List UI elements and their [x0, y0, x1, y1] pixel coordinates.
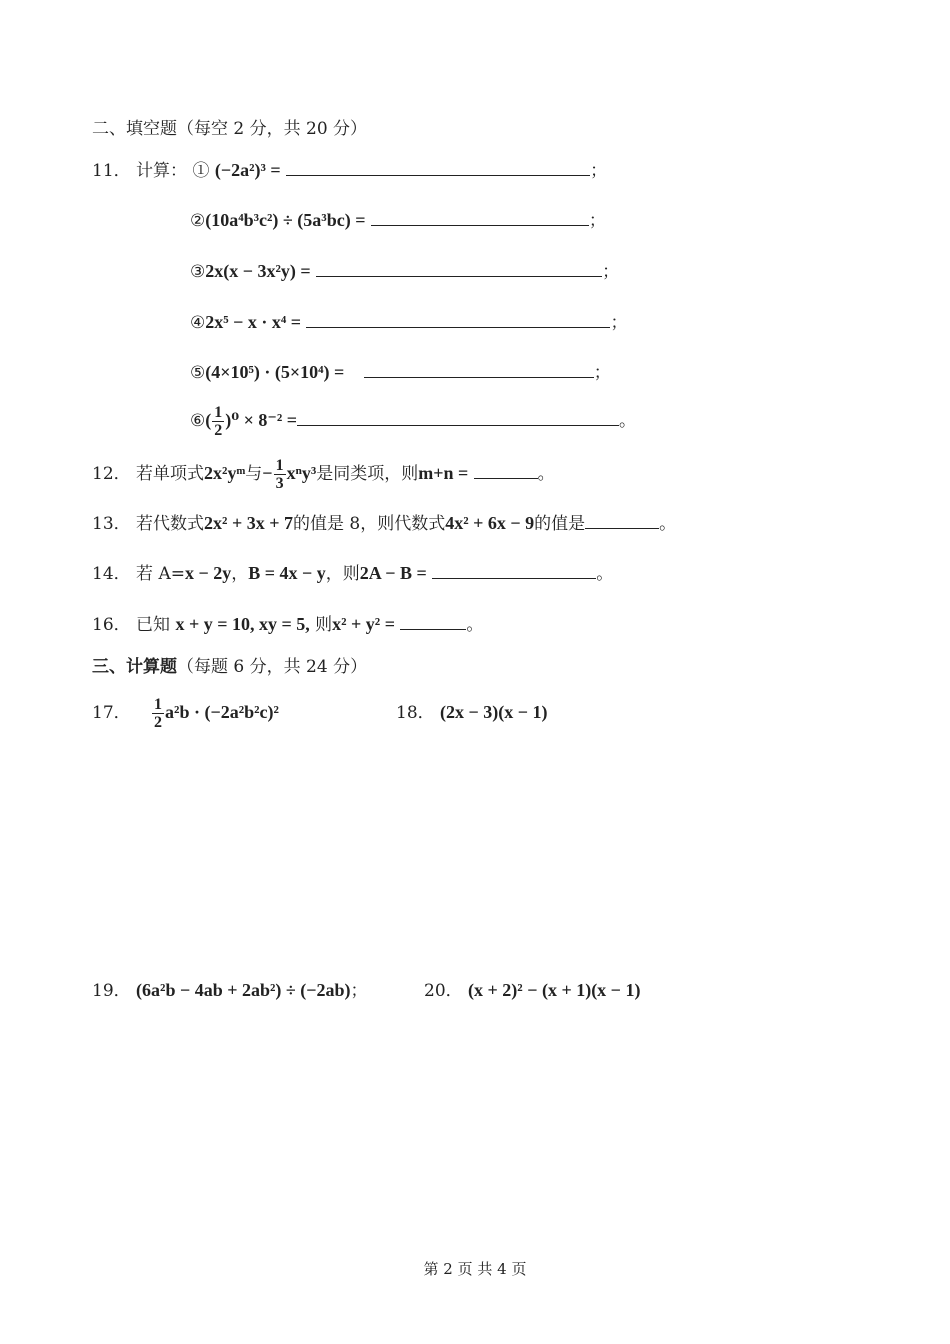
question-text: 是同类项，则: [316, 464, 419, 484]
question-16: [92, 611, 483, 637]
answer-blank[interactable]: [297, 407, 619, 426]
expression: 2x² + 3x + 7: [204, 513, 293, 533]
question-11-item-4: [190, 309, 627, 335]
fraction-numerator: 1: [275, 457, 284, 474]
question-11-item-3: [190, 258, 619, 284]
fraction: [212, 404, 224, 439]
answer-blank[interactable]: [371, 207, 589, 226]
section-2-title: 二、填空题（每空 2 分，共 20 分）: [92, 119, 368, 139]
question-text: 的值是 8，则代数式: [292, 514, 446, 534]
expression: (2x − 3)(x − 1): [440, 702, 548, 722]
item-mark: ④: [190, 313, 206, 333]
question-end: ；: [350, 981, 368, 1001]
question-20: [424, 978, 640, 1003]
item-end: ；: [590, 161, 608, 181]
question-text: 则: [315, 615, 333, 635]
question-text: 的值是: [534, 514, 586, 534]
question-11-item-6: [190, 404, 636, 439]
expression: 2A − B =: [359, 563, 427, 583]
fraction: [152, 696, 164, 731]
answer-blank[interactable]: [316, 258, 602, 277]
question-number: 12．: [92, 464, 131, 484]
item-expression: (4×10⁵) · (5×10⁴) =: [205, 362, 345, 382]
expression: x − 2y: [184, 563, 232, 583]
expression: a²b · (−2a²b²c)²: [165, 702, 279, 722]
item-end: 。: [619, 411, 637, 431]
item-expression: 2x⁵ − x · x⁴ =: [205, 312, 302, 332]
section-3-heading: [92, 655, 367, 679]
question-end: 。: [466, 615, 484, 635]
answer-blank[interactable]: [364, 359, 594, 378]
fraction-denominator: 2: [214, 422, 223, 439]
question-number: 13．: [92, 514, 131, 534]
question-18: [396, 700, 548, 725]
question-end: 。: [537, 464, 555, 484]
expression: (6a²b − 4ab + 2ab²) ÷ (−2ab): [136, 980, 351, 1000]
expression: 2x²yᵐ: [204, 463, 246, 483]
question-text: 若 A=: [136, 564, 185, 584]
item-open-paren: (: [205, 410, 212, 430]
minus-sign: −: [262, 463, 273, 483]
item-mark: ⑤: [190, 363, 206, 383]
item-expression: (−2a²)³ =: [214, 160, 281, 180]
question-number: 20．: [424, 981, 463, 1001]
question-number: 17．: [92, 703, 131, 723]
section-3-note: （每题 6 分，共 24 分）: [177, 657, 368, 677]
fraction-denominator: 2: [154, 714, 163, 731]
question-11-item-5: [190, 359, 611, 385]
answer-blank[interactable]: [585, 510, 659, 529]
question-number: 11．: [92, 161, 131, 181]
question-end: 。: [596, 564, 614, 584]
question-text: 已知: [136, 615, 171, 635]
fraction-numerator: 1: [154, 696, 163, 713]
answer-blank[interactable]: [400, 611, 466, 630]
question-12: [92, 457, 555, 492]
item-expression: )⁰ × 8⁻² =: [225, 410, 298, 430]
expression: x² + y² =: [332, 614, 395, 634]
item-mark: ③: [190, 262, 206, 282]
question-number: 14．: [92, 564, 131, 584]
item-expression: 2x(x − 3x²y) =: [205, 261, 311, 281]
question-text: 与: [245, 464, 263, 484]
question-11-item-2: [190, 207, 606, 233]
fraction: [274, 457, 286, 492]
question-text: ，: [231, 564, 249, 584]
question-number: 18．: [396, 703, 435, 723]
item-expression: (10a⁴b³c²) ÷ (5a³bc) =: [205, 210, 366, 230]
question-13: [92, 510, 676, 536]
question-17: [92, 696, 279, 731]
answer-blank[interactable]: [286, 157, 590, 176]
question-lead: 计算：: [136, 161, 188, 181]
expression: (x + 2)² − (x + 1)(x − 1): [468, 980, 641, 1000]
answer-blank[interactable]: [306, 309, 610, 328]
item-end: ；: [602, 262, 620, 282]
item-mark: ①: [192, 161, 210, 181]
question-text: ，则: [325, 564, 360, 584]
question-text: 若单项式: [136, 464, 205, 484]
item-end: ；: [610, 313, 628, 333]
answer-blank[interactable]: [474, 460, 538, 479]
question-number: 19．: [92, 981, 131, 1001]
item-mark: ②: [190, 211, 206, 231]
question-14: [92, 560, 613, 586]
expression: xⁿy³: [286, 463, 317, 483]
fraction-denominator: 3: [275, 475, 284, 492]
question-number: 16．: [92, 615, 131, 635]
question-11: [92, 157, 607, 183]
expression: x + y = 10, xy = 5,: [175, 614, 310, 634]
item-mark: ⑥: [190, 411, 206, 431]
item-end: ；: [588, 211, 606, 231]
answer-blank[interactable]: [432, 560, 596, 579]
page-footer: 第 2 页 共 4 页: [423, 1260, 527, 1278]
item-end: ；: [593, 363, 611, 383]
expression: B = 4x − y: [248, 563, 326, 583]
expression: m+n =: [418, 463, 469, 483]
question-text: 若代数式: [136, 514, 205, 534]
question-end: 。: [659, 514, 677, 534]
fraction-numerator: 1: [214, 404, 223, 421]
section-3-title: 三、计算题: [92, 657, 177, 677]
question-19: [92, 978, 368, 1003]
expression: 4x² + 6x − 9: [445, 513, 535, 533]
